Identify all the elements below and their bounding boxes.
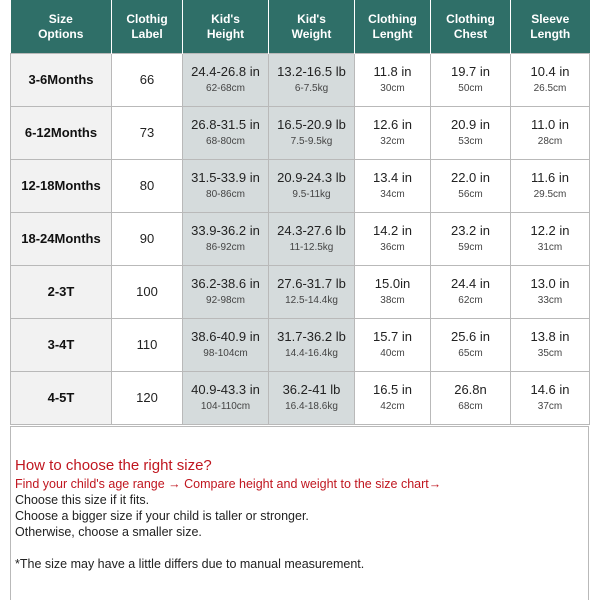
table-row [11,266,590,319]
clothing-chest-cell [431,213,511,266]
sleeve-length-cell [511,319,590,372]
chest-centimeters: 50cm [458,82,483,94]
clothing-label-text: 80 [139,178,155,193]
chest-inches: 23.2 in [450,222,491,238]
length-inches: 15.0in [374,275,411,291]
height-inches: 24.4-26.8 in [191,63,260,79]
notes-line-1: Choose this size if it fits. [15,493,150,507]
sleeve-inches: 13.0 in [530,275,570,291]
height-inches: 40.9-43.3 in [191,381,260,397]
weight-pounds: 31.7-36.2 lb [277,328,346,344]
clothing-chest-cell [431,107,511,160]
size-option-cell [11,160,112,213]
sleeve-centimeters: 33cm [537,294,563,306]
weight-pounds: 20.9-24.3 lb [277,169,346,185]
sleeve-length-cell [511,54,590,107]
chest-inches: 19.7 in [450,63,491,79]
clothing-chest-cell [431,160,511,213]
height-centimeters: 92-98cm [206,294,245,306]
kids-weight-cell [269,160,355,213]
clothing-length-cell [355,266,431,319]
table-row [11,107,590,160]
length-inches: 12.6 in [372,116,413,132]
chest-centimeters: 65cm [458,347,483,359]
weight-kilograms: 11-12.5kg [289,241,334,253]
clothing-label-cell [112,160,183,213]
sleeve-centimeters: 26.5cm [533,82,567,94]
header-kids-weight: Kid's Weight [269,0,355,54]
kids-height-cell [183,213,269,266]
chest-centimeters: 56cm [458,188,483,200]
size-option-text: 3-4T [47,337,75,352]
clothing-label-text: 120 [136,390,158,405]
height-centimeters: 104-110cm [200,400,251,412]
length-inches: 16.5 in [372,381,413,397]
table-row [11,160,590,213]
clothing-label-text: 73 [139,125,155,140]
clothing-label-text: 90 [139,231,155,246]
sleeve-length-cell [511,266,590,319]
sleeve-length-cell [511,372,590,425]
kids-weight-cell [269,213,355,266]
sleeve-centimeters: 29.5cm [533,188,567,200]
size-option-cell [11,266,112,319]
chest-centimeters: 53cm [458,135,483,147]
weight-pounds: 13.2-16.5 lb [277,63,346,79]
chest-centimeters: 59cm [458,241,483,253]
size-option-text: 12-18Months [21,178,101,193]
notes-line-2: Choose a bigger size if your child is taller or stronger. [15,509,309,523]
sleeve-inches: 11.6 in [530,169,570,185]
height-inches: 26.8-31.5 in [191,116,260,132]
size-option-cell [11,372,112,425]
clothing-label-cell [112,54,183,107]
clothing-label-cell [112,372,183,425]
length-centimeters: 38cm [380,294,405,306]
weight-pounds: 24.3-27.6 lb [277,222,346,238]
notes-disclaimer: *The size may have a little differs due to manual measurement. [15,557,365,571]
height-centimeters: 62-68cm [206,82,245,94]
sleeve-inches: 12.2 in [530,222,570,238]
size-guide-notes [10,426,589,600]
size-chart-table [10,0,590,425]
height-inches: 31.5-33.9 in [191,169,260,185]
kids-weight-cell [269,372,355,425]
length-centimeters: 34cm [380,188,405,200]
weight-pounds: 36.2-41 lb [282,381,341,397]
notes-line-3: Otherwise, choose a smaller size. [15,525,202,539]
size-option-cell [11,213,112,266]
kids-height-cell [183,54,269,107]
height-inches: 33.9-36.2 in [191,222,260,238]
clothing-label-text: 110 [136,337,158,352]
notes-guide: Find your child's age range → Compare height and weight to the size chart→ [15,477,442,491]
sleeve-length-cell [511,107,590,160]
size-option-text: 6-12Months [24,125,98,140]
weight-kilograms: 9.5-11kg [292,188,331,200]
clothing-label-cell [112,107,183,160]
chest-centimeters: 62cm [458,294,483,306]
clothing-label-text: 100 [136,284,158,299]
kids-height-cell [183,266,269,319]
sleeve-inches: 14.6 in [530,381,570,397]
header-clothing-chest: Clothing Chest [431,0,511,54]
header-size-options: Size Options [11,0,112,54]
length-centimeters: 36cm [380,241,405,253]
sleeve-centimeters: 28cm [537,135,563,147]
chest-inches: 25.6 in [450,328,491,344]
sleeve-inches: 13.8 in [530,328,570,344]
height-centimeters: 86-92cm [206,241,245,253]
length-inches: 11.8 in [373,63,412,79]
chest-centimeters: 68cm [458,400,483,412]
size-option-text: 4-5T [47,390,75,405]
height-centimeters: 80-86cm [206,188,245,200]
size-option-cell [11,319,112,372]
clothing-label-cell [112,319,183,372]
sleeve-inches: 11.0 in [530,116,570,132]
clothing-chest-cell [431,266,511,319]
size-option-cell [11,107,112,160]
clothing-length-cell [355,160,431,213]
chest-inches: 26.8n [454,381,487,397]
length-centimeters: 42cm [380,400,405,412]
table-row [11,54,590,107]
table-row [11,213,590,266]
clothing-label-cell [112,213,183,266]
weight-pounds: 16.5-20.9 lb [277,116,346,132]
length-centimeters: 30cm [380,82,405,94]
weight-kilograms: 14.4-16.4kg [285,347,338,359]
kids-weight-cell [269,107,355,160]
clothing-length-cell [355,319,431,372]
clothing-label-cell [112,266,183,319]
chest-inches: 22.0 in [450,169,491,185]
clothing-length-cell [355,213,431,266]
size-option-cell [11,54,112,107]
sleeve-centimeters: 31cm [537,241,563,253]
notes-title: How to choose the right size? [15,457,212,474]
chest-inches: 20.9 in [450,116,491,132]
header-row [11,0,590,54]
sleeve-length-cell [511,160,590,213]
length-centimeters: 40cm [380,347,405,359]
size-option-text: 2-3T [47,284,75,299]
header-clothing-length: Clothing Lenght [355,0,431,54]
length-inches: 13.4 in [372,169,413,185]
table-row [11,319,590,372]
clothing-chest-cell [431,54,511,107]
kids-weight-cell [269,319,355,372]
height-centimeters: 68-80cm [206,135,245,147]
length-inches: 15.7 in [372,328,413,344]
chest-inches: 24.4 in [450,275,491,291]
weight-kilograms: 7.5-9.5kg [290,135,333,147]
kids-height-cell [183,319,269,372]
weight-kilograms: 6-7.5kg [294,82,329,94]
size-option-text: 3-6Months [28,72,94,87]
clothing-length-cell [355,54,431,107]
kids-height-cell [183,372,269,425]
clothing-label-text: 66 [139,72,155,87]
header-kids-height: Kid's Height [183,0,269,54]
sleeve-centimeters: 35cm [537,347,563,359]
height-centimeters: 98-104cm [203,347,248,359]
clothing-chest-cell [431,372,511,425]
weight-kilograms: 12.5-14.4kg [285,294,338,306]
clothing-length-cell [355,372,431,425]
header-sleeve-length: Sleeve Length [511,0,590,54]
table-row [11,372,590,425]
kids-weight-cell [269,54,355,107]
sleeve-inches: 10.4 in [530,63,570,79]
sleeve-length-cell [511,213,590,266]
kids-height-cell [183,107,269,160]
length-centimeters: 32cm [380,135,405,147]
weight-kilograms: 16.4-18.6kg [285,400,338,412]
header-clothing-label: Clothig Label [112,0,183,54]
height-inches: 38.6-40.9 in [191,328,260,344]
size-option-text: 18-24Months [21,231,101,246]
clothing-length-cell [355,107,431,160]
clothing-chest-cell [431,319,511,372]
kids-height-cell [183,160,269,213]
height-inches: 36.2-38.6 in [191,275,260,291]
sleeve-centimeters: 37cm [537,400,563,412]
weight-pounds: 27.6-31.7 lb [277,275,346,291]
length-inches: 14.2 in [372,222,413,238]
kids-weight-cell [269,266,355,319]
